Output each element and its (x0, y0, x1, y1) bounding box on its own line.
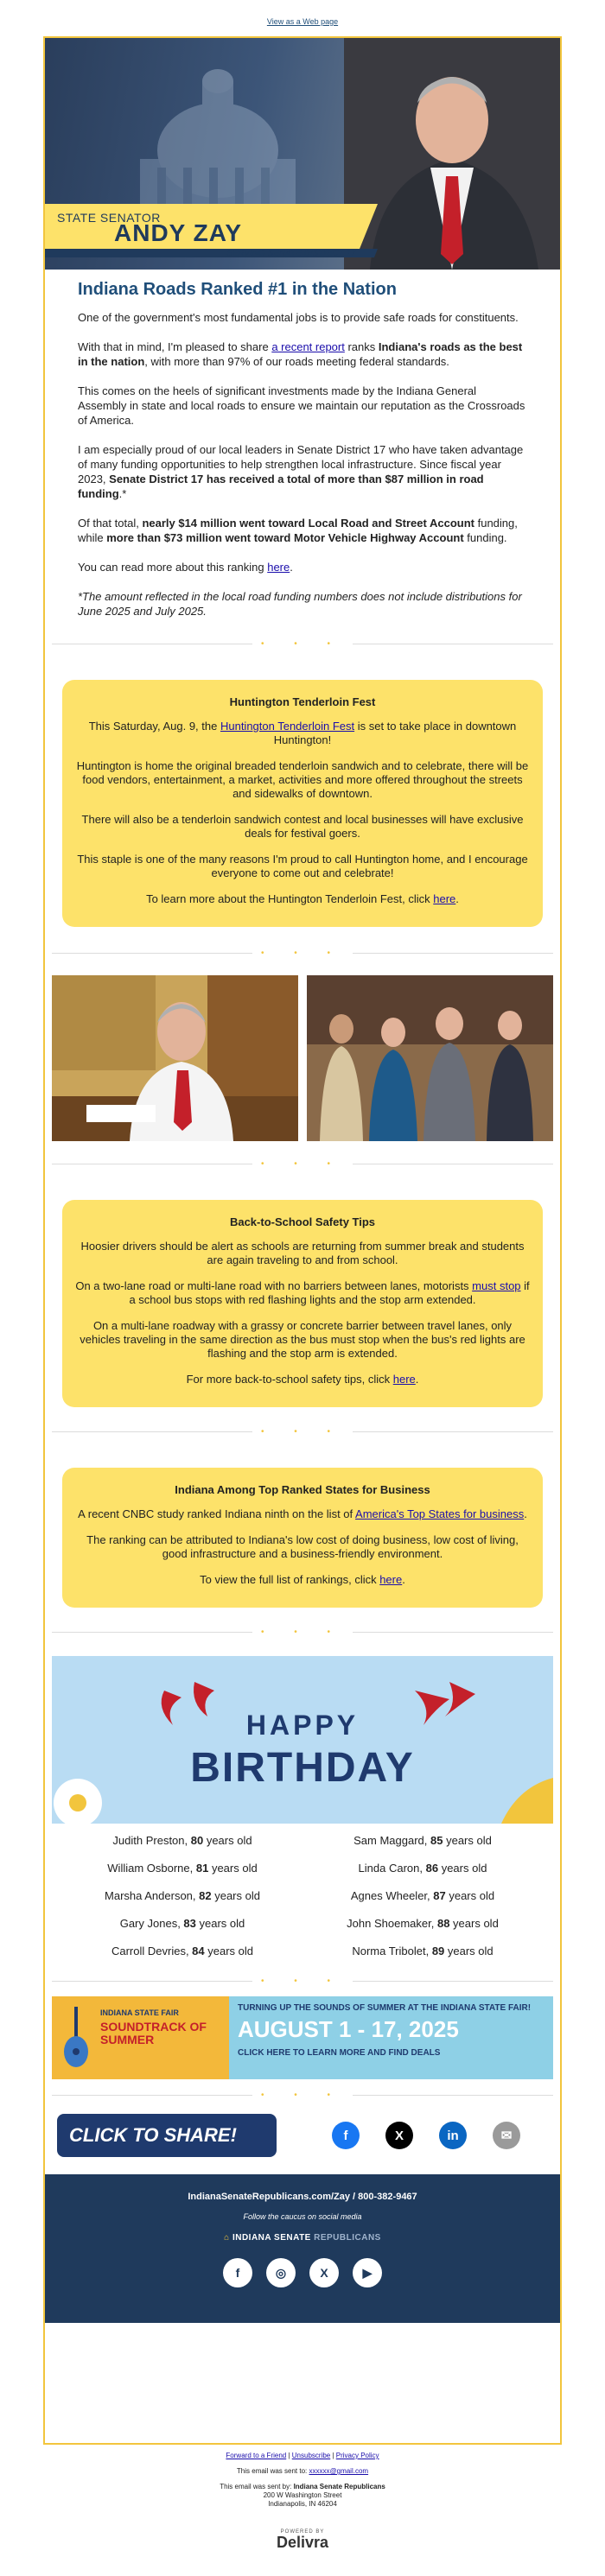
article-paragraph (78, 442, 527, 501)
birthday-suffix: years old (195, 1917, 245, 1930)
card-paragraph: Huntington is home the original breaded tenderloin sandwich and to celebrate, there will be food vendors, entertainment, a market, activities and more offered throughout the streets and sidewalks of downtown. (76, 759, 529, 800)
birthday-list (45, 1824, 560, 1970)
birthday-age: 87 (433, 1889, 446, 1902)
section-divider: • • • (45, 1970, 560, 1991)
fair-logo-line1: INDIANA STATE FAIR (100, 2008, 179, 2017)
sent-by-label: This email was sent by: (220, 2483, 294, 2490)
birthday-text: BIRTHDAY (190, 1745, 415, 1791)
birthday-name: Linda Caron, (358, 1862, 426, 1875)
birthday-entry (302, 1860, 543, 1888)
birthday-entry (302, 1943, 543, 1970)
facebook-icon[interactable]: f (223, 2258, 252, 2287)
text-bold: Senate District 17 has received a total of more than $87 million in road funding (78, 473, 484, 500)
text-span: , with more than 97% of our roads meeting federal standards. (144, 355, 449, 368)
view-web-bar (0, 0, 605, 36)
birthday-name: Carroll Devries, (111, 1945, 193, 1957)
click-to-share-button[interactable] (57, 2114, 277, 2157)
birthday-name: Sam Maggard, (353, 1834, 431, 1847)
birthday-suffix: years old (449, 1917, 499, 1930)
birthday-suffix: years old (204, 1945, 254, 1957)
youtube-icon[interactable]: ▶ (353, 2258, 382, 2287)
birthday-entry (62, 1888, 302, 1915)
powered-by: POWERED BY (280, 2529, 325, 2535)
birthday-suffix: years old (443, 1834, 492, 1847)
fair-tagline: TURNING UP THE SOUNDS OF SUMMER AT THE INDIANA STATE FAIR! (238, 2003, 532, 2013)
birthday-entry (302, 1915, 543, 1943)
card-paragraph (73, 720, 532, 747)
text-span: . (290, 561, 293, 574)
article-paragraph: One of the government's most fundamental jobs is to provide safe roads for constituents. (78, 311, 519, 324)
text-span: . (415, 1373, 419, 1386)
birthday-name: John Shoemaker, (347, 1917, 437, 1930)
top-states-link[interactable]: America's Top States for business (355, 1507, 525, 1520)
birthday-suffix: years old (445, 1889, 495, 1902)
birthday-entry (62, 1915, 302, 1943)
text-span: funding, while (78, 517, 518, 544)
birthday-age: 83 (183, 1917, 196, 1930)
forward-link[interactable]: Forward to a Friend (226, 2452, 287, 2459)
address-line-2: Indianapolis, IN 46204 (268, 2500, 337, 2508)
card-paragraph (73, 1507, 532, 1521)
section-divider: • • • (45, 942, 560, 963)
card-title: Huntington Tenderloin Fest (229, 695, 376, 708)
sent-by-org: Indiana Senate Republicans (293, 2483, 385, 2490)
email-share-icon[interactable]: ✉ (493, 2122, 520, 2149)
email-footer (0, 2452, 605, 2551)
footer-follow-text: Follow the caucus on social media (243, 2212, 362, 2221)
delivra-logo[interactable]: Delivra (276, 2534, 329, 2551)
text-span: ranks (344, 340, 379, 353)
birthday-entry (62, 1860, 302, 1888)
state-fair-details (229, 1996, 553, 2079)
linkedin-share-icon[interactable]: in (439, 2122, 467, 2149)
instagram-icon[interactable]: ◎ (266, 2258, 296, 2287)
text-bold: Indiana's roads as the best in the nation (78, 340, 523, 368)
hero-banner (45, 38, 560, 270)
text-span: To learn more about the Huntington Tenderloin Fest, click (146, 892, 434, 905)
brand-text: INDIANA SENATE (232, 2233, 315, 2243)
caucus-logo (45, 2233, 560, 2243)
article-paragraph: This comes on the heels of significant investments made by the Indiana General Assembly in state and local roads to ensure we maintain our reputation as the Crossroads of America. (78, 384, 525, 427)
sent-to-email[interactable]: xxxxxx@gmail.com (309, 2467, 369, 2475)
section-divider: • • • (45, 633, 560, 654)
birthday-suffix: years old (203, 1834, 252, 1847)
card-tenderloin-fest (62, 680, 543, 927)
birthday-age: 81 (195, 1862, 209, 1875)
must-stop-link[interactable]: must stop (472, 1279, 521, 1292)
text-span: Of that total, (78, 517, 143, 530)
section-divider: • • • (45, 1153, 560, 1174)
card-paragraph (73, 1279, 532, 1307)
footer-contact[interactable]: IndianaSenateRepublicans.com/Zay / 800-382-9467 (188, 2192, 417, 2202)
birthday-entry (302, 1888, 543, 1915)
view-web-link[interactable]: View as a Web page (266, 17, 339, 26)
nameplate-title-big: ANDY ZAY (114, 219, 243, 246)
birthday-age: 88 (436, 1917, 450, 1930)
birthday-suffix: years old (211, 1889, 260, 1902)
tenderloin-fest-link[interactable]: Huntington Tenderloin Fest (220, 720, 355, 733)
text-span: With that in mind, I'm pleased to share (78, 340, 272, 353)
birthday-entry (302, 1832, 543, 1860)
text-span: A recent CNBC study ranked Indiana ninth on the list of (78, 1507, 356, 1520)
birthday-suffix: years old (444, 1945, 494, 1957)
group-photo (307, 975, 553, 1141)
birthday-column-right (302, 1832, 543, 1970)
separator: | (330, 2452, 336, 2459)
birthday-age: 80 (190, 1834, 204, 1847)
text-span: funding. (463, 531, 507, 544)
birthday-name: Marsha Anderson, (105, 1889, 200, 1902)
ranking-here-link[interactable]: here (267, 561, 290, 574)
guitar-icon (59, 2007, 93, 2069)
fair-cta: CLICK HERE TO LEARN MORE AND FIND DEALS (238, 2048, 441, 2058)
card-paragraph: This staple is one of the many reasons I'm proud to call Huntington home, and I encourage everyone to come out and celebrate! (77, 853, 528, 879)
section-divider: • • • (45, 2084, 560, 2105)
spacer (45, 2160, 560, 2174)
text-span: This Saturday, Aug. 9, the (88, 720, 220, 733)
card-paragraph: The ranking can be attributed to Indiana's low cost of doing business, low cost of living, good infrastructure and a business-friendly environment. (86, 1533, 519, 1560)
text-span: .* (118, 487, 127, 500)
brand-text-accent: REPUBLICANS (314, 2233, 381, 2243)
text-span: . (402, 1573, 405, 1586)
birthday-age: 89 (431, 1945, 445, 1957)
nameplate-title-small: STATE SENATOR (57, 211, 161, 225)
section-divider: • • • (45, 1421, 560, 1442)
fair-logo-line2: SOUNDTRACK OF SUMMER (100, 2020, 207, 2046)
card-business-ranking (62, 1468, 543, 1608)
birthday-name: Gary Jones, (119, 1917, 184, 1930)
birthday-banner (52, 1656, 553, 1824)
article-paragraph (78, 339, 527, 369)
card-title: Back-to-School Safety Tips (229, 1215, 376, 1228)
separator: | (286, 2452, 292, 2459)
birthday-age: 82 (199, 1889, 212, 1902)
card-paragraph (73, 892, 532, 906)
text-span: I am especially proud of our local leaders in Senate District 17 who have taken advantage of many funding opportunities to help strengthen local infrastructure. Since fiscal year 2023, (78, 443, 524, 485)
article-roads (45, 270, 560, 619)
state-fair-banner[interactable] (52, 1996, 553, 2079)
article-paragraph (78, 560, 527, 574)
text-span: . (455, 892, 459, 905)
text-span: To view the full list of rankings, click (200, 1573, 380, 1586)
address-line-1: 200 W Washington Street (263, 2491, 342, 2499)
sent-to-label: This email was sent to: (236, 2467, 309, 2475)
section-divider: • • • (45, 1621, 560, 1642)
text-span: if a school bus stops with red flashing lights and the stop arm extended. (129, 1279, 530, 1306)
school-tips-here-link[interactable]: here (392, 1373, 416, 1386)
x-icon[interactable]: X (309, 2258, 339, 2287)
happy-text: HAPPY (245, 1710, 360, 1741)
text-span: is set to take place in downtown Huntington! (273, 720, 517, 746)
share-button-label: CLICK TO SHARE! (69, 2124, 237, 2146)
state-fair-logo (52, 1996, 229, 2079)
newsletter-frame (43, 36, 562, 2445)
text-bold: nearly $14 million went toward Local Road and Street Account (142, 517, 474, 530)
senator-desk-photo (52, 975, 298, 1141)
card-back-to-school (62, 1200, 543, 1407)
card-paragraph: On a multi-lane roadway with a grassy or concrete barrier between travel lanes, only vehicles traveling in the same direction as the bus must stop when the bus's red lights are flashing and the stop arm is extended. (80, 1319, 525, 1360)
birthday-name: Norma Tribolet, (352, 1945, 432, 1957)
capitol-icon: ⌂ (224, 2233, 232, 2243)
birthday-entry (62, 1943, 302, 1970)
unsubscribe-link[interactable]: Unsubscribe (291, 2452, 331, 2459)
caucus-footer (45, 2174, 560, 2323)
birthday-age: 85 (430, 1834, 443, 1847)
card-paragraph (73, 1373, 532, 1386)
footer-links (0, 2452, 605, 2460)
text-span: For more back-to-school safety tips, click (186, 1373, 393, 1386)
privacy-link[interactable]: Privacy Policy (335, 2452, 379, 2459)
footer-social-icons (45, 2258, 560, 2287)
birthday-suffix: years old (208, 1862, 258, 1875)
facebook-share-icon[interactable]: f (332, 2122, 360, 2149)
birthday-entry (62, 1832, 302, 1860)
nameplate-subtitle: SERVING SENATE DISTRICT 17 (226, 249, 356, 258)
photo-row (45, 975, 560, 1141)
recent-report-link[interactable]: a recent report (271, 340, 345, 353)
x-share-icon[interactable]: X (385, 2122, 413, 2149)
card-title: Indiana Among Top Ranked States for Business (175, 1483, 430, 1496)
birthday-suffix: years old (438, 1862, 487, 1875)
share-icons (332, 2122, 546, 2149)
card-paragraph (73, 1573, 532, 1587)
card-paragraph: Hoosier drivers should be alert as schools are returning from summer break and students are again traveling to and from school. (80, 1240, 525, 1266)
text-bold: more than $73 million went toward Motor Vehicle Highway Account (106, 531, 464, 544)
article-footnote: *The amount reflected in the local road funding numbers does not include distributions for June 2025 and July 2025. (78, 590, 522, 618)
rankings-here-link[interactable]: here (379, 1573, 403, 1586)
birthday-name: William Osborne, (107, 1862, 196, 1875)
article-paragraph (78, 516, 527, 545)
birthday-name: Agnes Wheeler, (350, 1889, 434, 1902)
sent-to (0, 2467, 605, 2476)
text-span: . (524, 1507, 527, 1520)
share-row (45, 2110, 560, 2160)
birthday-name: Judith Preston, (112, 1834, 191, 1847)
page-title: Indiana Roads Ranked #1 in the Nation (78, 280, 397, 299)
fair-dates: AUGUST 1 - 17, 2025 (238, 2016, 459, 2042)
birthday-age: 84 (192, 1945, 205, 1957)
sent-by (0, 2483, 605, 2491)
card-paragraph: There will also be a tenderloin sandwich contest and local businesses will have exclusive deals for festival goers. (81, 813, 524, 840)
birthday-age: 86 (425, 1862, 439, 1875)
tenderloin-here-link[interactable]: here (433, 892, 456, 905)
text-span: On a two-lane road or multi-lane road with no barriers between lanes, motorists (75, 1279, 473, 1292)
birthday-column-left (62, 1832, 302, 1970)
text-span: You can read more about this ranking (78, 561, 268, 574)
